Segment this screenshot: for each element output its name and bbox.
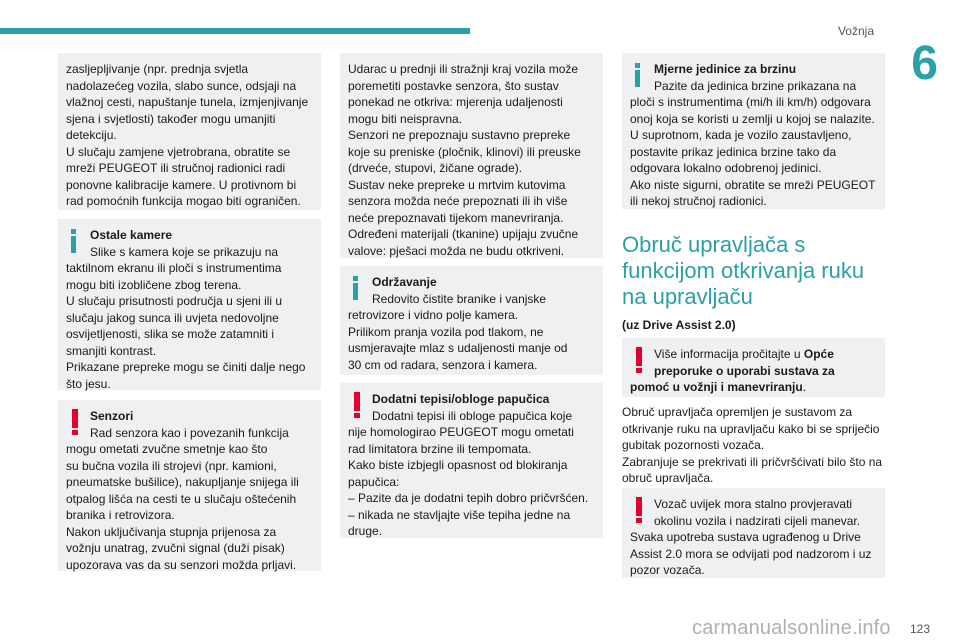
note-header (66, 408, 313, 441)
warning-icon (636, 347, 642, 373)
warning-box-sensors (58, 400, 321, 571)
text-line: Senzori ne prepoznaju sustavno prepreke (348, 128, 571, 142)
note-title: Dodatni tepisi/obloge papučica (372, 392, 550, 406)
header-accent-bar (0, 28, 470, 34)
note-first-line: Pazite da jedinica brzine prikazana na (654, 78, 857, 93)
text-line: rad limitatora brzine ili tempomata. (348, 441, 532, 456)
text-line: retrovizore i vidno polje kamera. (348, 308, 519, 322)
text-line: što jesu. (66, 376, 111, 391)
text-line: pozor vozača. (630, 563, 705, 577)
text-line: mogu ometati zvučne smetnje kao što (66, 442, 268, 456)
note-first-line: Vozač uvijek mora stalno provjeravati (654, 497, 853, 511)
note-first-line: Dodatni tepisi ili obloge papučica koje (372, 408, 573, 423)
note-header (630, 61, 877, 94)
note-body (630, 529, 877, 579)
text-line: senzora možda neće prepoznati ili ih više (348, 194, 568, 208)
text-line: odgovara lokalno odobrenoj jedinici. (630, 161, 822, 175)
text-line: sjena i svjetlosti) također mogu umanjiti (66, 111, 276, 126)
text-line: neće prepoznavati tijekom manevriranja. (348, 210, 564, 225)
text-line: otpalog lišća na cesti te u slučaju oštećenih (66, 491, 297, 506)
text-line: papučica: (348, 474, 400, 489)
text-line: – Pazite da je dodatni tepih dobro pričvršćen. (348, 491, 589, 505)
text-line: ploči s instrumentima (mi/h ili km/h) odgovara (630, 95, 871, 109)
note-first-line: Rad senzora kao i povezanih funkcija (90, 425, 289, 440)
note-header (630, 346, 877, 379)
text-line: mogu biti izobličene zbog terena. (66, 277, 242, 292)
text-line: Ako niste sigurni, obratite se mreži PEUGEOT (630, 177, 876, 192)
text-line: Zabranjuje se prekrivati ili pričvršćivati bilo što na (622, 454, 883, 469)
note-title: Senzori (90, 409, 134, 423)
note-bold-3: pomoć u vožnji i manevriranju (630, 380, 803, 394)
text-line: nadolazećeg vozila, slabo sunce, odsjaji na (66, 78, 297, 93)
text-line: taktilnom ekranu ili ploči s instrumentima (66, 261, 282, 275)
text-line: branika i retrovizora. (66, 508, 175, 522)
note-title: Održavanje (372, 275, 437, 289)
info-icon (70, 229, 78, 253)
text-line: onoj koja se koristi u zemlji u kojoj se nalazite. (630, 111, 875, 126)
text-line: Svaka upotreba sustava ugrađenog u Drive (630, 530, 861, 544)
note-header (66, 227, 313, 260)
text-line: obruč upravljača. (622, 471, 714, 485)
text-line: – nikada ne stavljajte više tepiha jedne na (348, 507, 571, 522)
note-box-maintenance (340, 266, 603, 375)
note-box-other-cameras (58, 219, 321, 390)
text-line: Određeni materijali (tkanine) upijaju zvučne (348, 227, 579, 241)
note-box-camera-continued (58, 53, 321, 210)
note-body (66, 260, 313, 392)
chapter-number: 6 (911, 37, 938, 90)
text-line: su bučna vozila ili strojevi (npr. kamioni, (66, 458, 277, 473)
text-line: slučaju jakog sunca ili uvjeta nedovoljne (66, 310, 279, 325)
page-number: 123 (909, 622, 930, 636)
note-body (630, 94, 877, 210)
note-text-post: . (802, 380, 807, 394)
text-line: smanjiti kontrast. (66, 343, 157, 358)
note-body (348, 424, 595, 540)
note-body (66, 61, 313, 210)
text-line: (drveće, stupovi, žičane ograde). (348, 161, 523, 175)
note-box-speed-units (622, 53, 885, 209)
note-bold-1: Opće (803, 347, 834, 361)
text-line: postavite prikaz jedinica brzine tako da (630, 144, 837, 159)
text-line: Nakon uključivanja stupnja prijenosa za (66, 524, 277, 539)
section-subheading: (uz Drive Assist 2.0) (622, 318, 736, 332)
note-first-line: Redovito čistite branike i vanjske (372, 291, 547, 306)
text-line: zasljepljivanje (npr. prednja svjetla (66, 62, 249, 76)
warning-icon (354, 392, 360, 418)
text-line: rad pomoćnih funkcija mogao biti ograničen. (66, 194, 301, 208)
text-line: detekciju. (66, 128, 117, 142)
text-line: U suprotnom, kada je vozilo zaustavljeno, (630, 128, 852, 142)
text-line: vožnju unatrag, zvučni signal (duži pisak) (66, 541, 285, 555)
text-line: otkrivanje ruku na upravljaču kako bi se spriječio (622, 421, 880, 436)
text-line: druge. (348, 524, 383, 538)
text-line: vlažnoj cesti, napuštanje tunela, izmjenjivanje (66, 95, 309, 109)
note-first-line: Slike s kamera koje se prikazuju na (90, 244, 279, 259)
text-line: Assist 2.0 mora se odvijati pod nadzorom i uz (630, 546, 872, 561)
info-icon (634, 63, 642, 87)
section-heading: Obruč upravljača s funkcijom otkrivanja ruku na upravljaču (622, 232, 865, 309)
body-paragraph (622, 404, 892, 487)
text-line: 30 cm od radara, senzora i kamera. (348, 357, 538, 372)
text-line: koje su preniske (pločnik, klinovi) ili preuske (348, 144, 581, 159)
text-line: poremetiti postavke senzora, što sustav (348, 78, 559, 93)
info-icon (352, 276, 360, 300)
watermark: carmanualsonline.info (692, 617, 891, 639)
text-line: Prilikom pranja vozila pod tlakom, ne (348, 324, 544, 339)
warning-box-floor-mats (340, 383, 603, 538)
text-line: Sustav neke prepreke u mrtvim kutovima (348, 177, 566, 192)
warning-box-general-recommendations (622, 338, 885, 397)
text-line: ponekad ne otkriva: mjerenja udaljenosti (348, 95, 563, 109)
text-line: Kako biste izbjegli opasnost od blokiranja (348, 458, 568, 472)
note-header (348, 391, 595, 424)
warning-icon (72, 409, 78, 435)
note-title: Ostale kamere (90, 228, 173, 242)
note-header (348, 274, 595, 307)
text-line: gubitak pozornosti vozača. (622, 438, 765, 452)
note-text-pre: Više informacija pročitajte u (654, 347, 804, 361)
text-line: ili nekoj stručnoj radionici. (630, 194, 767, 208)
text-line: Prikazane prepreke mogu se činiti dalje nego (66, 360, 306, 374)
text-line: U slučaju zamjene vjetrobrana, obratite se (66, 144, 291, 159)
note-bold-2: preporuke o uporabi sustava za (654, 363, 835, 378)
note-title: Mjerne jedinice za brzinu (654, 62, 797, 76)
text-line: pneumatske bušilice), nakupljanje snijega ili (66, 475, 299, 489)
text-line: mogu biti neispravna. (348, 111, 463, 126)
note-header (630, 496, 877, 529)
note-second-line: okolinu vozila i nadzirati cijeli manevar. (654, 513, 861, 528)
text-line: Udarac u prednji ili stražnji kraj vozila može (348, 62, 579, 76)
text-line: nije homologirao PEUGEOT mogu ometati (348, 425, 574, 439)
text-line: valove: pješaci možda ne budu otkriveni. (348, 243, 565, 258)
warning-box-driver-attention (622, 488, 885, 578)
text-line: Obruč upravljača opremljen je sustavom za (622, 405, 853, 419)
text-line: U slučaju prisutnosti područja u sjeni ili u (66, 294, 283, 308)
note-body (66, 441, 313, 573)
section-title: Vožnja (837, 24, 874, 38)
text-line: mreži PEUGEOT ili stručnoj radionici radi (66, 161, 286, 175)
note-body (348, 307, 595, 373)
text-line: osvijetljenosti, slika se može zatamniti i (66, 327, 275, 341)
text-line: upozorava vas da su senzori možda prljavi. (66, 557, 297, 572)
text-line: ponovne kalibracije kamere. U protivnom bi (66, 177, 297, 192)
note-body (348, 61, 595, 259)
text-line: usmjeravajte mlaz s udaljenosti manje od (348, 341, 568, 355)
warning-icon (636, 497, 642, 523)
note-box-sensor-limits (340, 53, 603, 258)
